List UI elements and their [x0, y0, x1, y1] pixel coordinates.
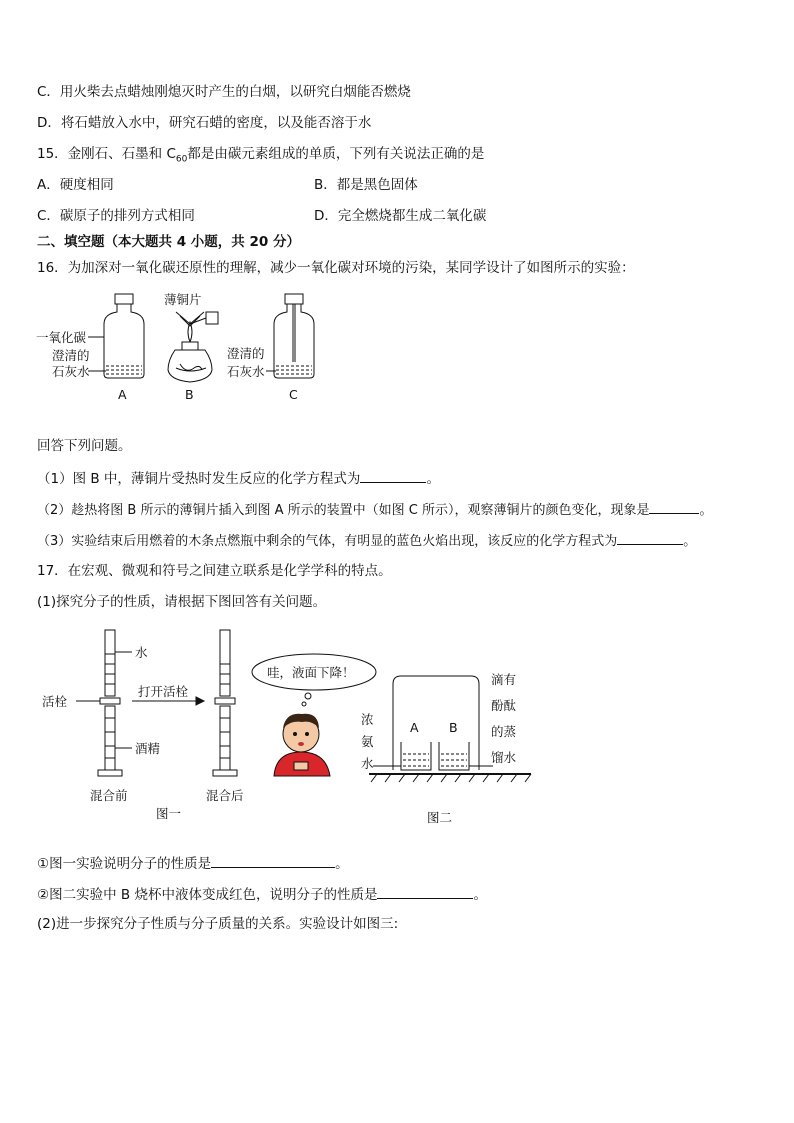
q16-label-b: B — [185, 387, 194, 402]
fig1-label-stopcock: 活栓 — [42, 694, 68, 709]
q16-sub3-text: （3）实验结束后用燃着的木条点燃瓶中剩余的气体，有明显的蓝色火焰出现，该反应的化学方程式为 — [37, 534, 618, 549]
q15-stem-sub: 60 — [175, 154, 188, 165]
tube-top-before — [105, 630, 115, 696]
fig2-label-phen2: 酚酞 — [491, 698, 517, 713]
fig1-speech: 哇，液面下降！ — [267, 665, 355, 680]
q16-label-lime-c2: 石灰水 — [227, 364, 265, 379]
q16-sub3-end: 。 — [683, 534, 697, 549]
q15-stem-post: 都是由碳元素组成的单质，下列有关说法正确的是 — [187, 146, 485, 162]
q16-label-a: A — [118, 387, 127, 402]
q16-label-co: 一氧化碳 — [36, 330, 87, 345]
fig1-label-after: 混合后 — [206, 788, 244, 803]
q17-sub1 — [37, 853, 349, 873]
tube-bottom-after — [220, 706, 230, 770]
q17-figure1 — [36, 624, 386, 829]
q17-stem: 17．在宏观、微观和符号之间建立联系是化学学科的特点。 — [37, 563, 392, 579]
q16-sub2-text: （2）趁热将图 B 所示的薄铜片插入到图 A 所示的装置中（如图 C 所示），观察薄铜片的颜色变化，现象是 — [37, 503, 650, 518]
q15-option-c: C．碳原子的排列方式相同 — [37, 208, 195, 224]
tube-bottom-before — [105, 706, 115, 770]
fig2-label-ammonia2: 氨 — [361, 734, 374, 749]
q17-sub1-end: 。 — [335, 856, 349, 872]
q16-label-copper: 薄铜片 — [164, 292, 202, 307]
q14-option-d: D．将石蜡放入水中，研究石蜡的密度，以及能否溶于水 — [37, 115, 372, 131]
q16-sub3-blank[interactable] — [617, 530, 683, 545]
q16-sub3 — [37, 530, 696, 551]
q16-figure — [30, 282, 340, 407]
fig1-label-alcohol: 酒精 — [135, 741, 161, 756]
bell-jar — [393, 676, 479, 770]
fig1-label-before: 混合前 — [90, 788, 128, 803]
q16-sub1-text: （1）图 B 中，薄铜片受热时发生反应的化学方程式为 — [37, 471, 361, 487]
q17-sub2 — [37, 884, 487, 904]
stopcock-before — [100, 698, 120, 704]
fig2-label-b: B — [449, 720, 458, 735]
q16-sub1 — [37, 468, 440, 488]
section2-title: 二、填空题（本大题共 4 小题，共 20 分） — [37, 234, 300, 250]
q16-sub1-blank[interactable] — [360, 468, 426, 483]
q16-stem: 16．为加深对一氧化碳还原性的理解，减少一氧化碳对环境的污染，某同学设计了如图所示的实验： — [37, 260, 635, 276]
q17-part1: (1)探究分子的性质，请根据下图回答有关问题。 — [37, 594, 327, 610]
q16-label-lime-a1: 澄清的 — [52, 348, 90, 363]
fig2-label-phen1: 滴有 — [491, 672, 517, 687]
q15-stem-pre: 15．金刚石、石墨和 C — [37, 146, 176, 162]
q16-label-lime-c1: 澄清的 — [227, 346, 265, 361]
q15-option-a: A．硬度相同 — [37, 177, 114, 193]
fig2-label-phen3: 的蒸 — [491, 724, 517, 739]
q16-sub2-blank[interactable] — [649, 499, 699, 514]
q17-sub2-end: 。 — [473, 887, 487, 903]
q16-sub2-end: 。 — [699, 503, 713, 518]
q16-label-lime-a2: 石灰水 — [52, 364, 90, 379]
fig2-caption: 图二 — [427, 810, 453, 825]
fig2-label-a: A — [410, 720, 419, 735]
q16-sub1-end: 。 — [426, 471, 440, 487]
q14-option-c: C．用火柴去点蜡烛刚熄灭时产生的白烟，以研究白烟能否燃烧 — [37, 84, 411, 100]
bottle-a — [88, 294, 144, 378]
q16-label-c: C — [289, 387, 298, 402]
alcohol-lamp-b — [168, 312, 218, 382]
q17-part2: (2)进一步探究分子性质与分子质量的关系。实验设计如图三: — [37, 916, 399, 932]
q17-sub1-text: ①图一实验说明分子的性质是 — [37, 856, 212, 872]
q16-prompt: 回答下列问题。 — [37, 438, 132, 454]
bottle-c — [266, 294, 314, 378]
fig1-label-open: 打开活栓 — [138, 684, 189, 699]
q17-sub1-blank[interactable] — [211, 853, 335, 868]
q17-sub2-blank[interactable] — [377, 884, 473, 899]
fig2-label-phen4: 馏水 — [491, 750, 517, 765]
boy-illustration — [274, 714, 330, 776]
q17-sub2-text: ②图二实验中 B 烧杯中液体变成红色，说明分子的性质是 — [37, 887, 378, 903]
tube-top-after — [220, 630, 230, 696]
q17-figure2 — [355, 670, 540, 830]
q16-sub2 — [37, 499, 712, 520]
q15-option-d: D．完全燃烧都生成二氧化碳 — [314, 208, 487, 224]
fig1-label-water: 水 — [135, 645, 148, 660]
fig2-label-ammonia1: 浓 — [361, 712, 374, 727]
stopcock-after — [215, 698, 235, 704]
fig2-label-ammonia3: 水 — [361, 756, 374, 771]
q15-option-b: B．都是黑色固体 — [314, 177, 418, 193]
q15-stem — [37, 145, 484, 169]
fig1-caption: 图一 — [156, 806, 182, 821]
